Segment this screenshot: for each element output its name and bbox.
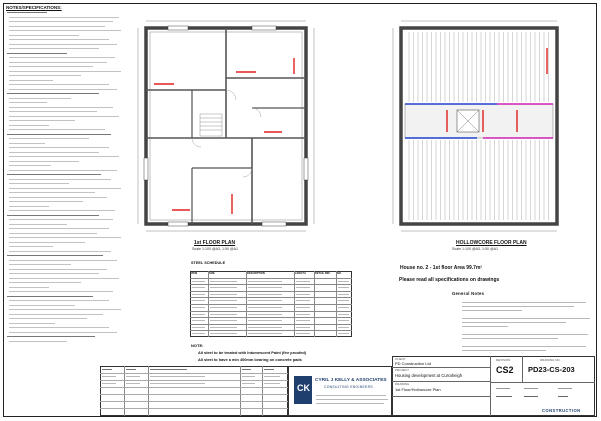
- revision-cell-text: [102, 376, 116, 377]
- notes-text-line: [9, 183, 69, 184]
- notes-text-line: [9, 143, 45, 144]
- steel-cell-text: [248, 294, 282, 295]
- notes-text-line: [9, 66, 93, 67]
- company-address-line: [316, 399, 388, 400]
- notes-text-line: [9, 170, 117, 171]
- steel-schedule: [190, 262, 380, 340]
- steel-schedule-title: STEEL SCHEDULE: [191, 261, 226, 265]
- revision-table: [100, 366, 288, 416]
- revision-cell-text: [150, 383, 205, 384]
- steel-col-rule: [294, 271, 295, 337]
- revision-row-rule: [100, 408, 288, 409]
- notes-text-line: [9, 125, 49, 126]
- revision-row-rule: [100, 387, 288, 388]
- steel-row-rule: [190, 297, 352, 298]
- notes-text-line: [9, 21, 113, 22]
- notes-text-line: [9, 179, 111, 180]
- house-info: House no. 2 - 1st floor Area 99.7m²: [400, 265, 483, 271]
- steel-header-cell: DETAIL REF: [315, 271, 331, 275]
- title-block-field: [558, 396, 568, 397]
- steel-cell-text: [210, 327, 237, 328]
- steel-cell-text: [248, 300, 282, 301]
- revision-cell-text: [264, 383, 280, 384]
- steel-cell-text: [248, 320, 282, 321]
- notes-text-line: [9, 305, 75, 306]
- revision-cell-text: [242, 383, 255, 384]
- steel-header-cell: NO.: [337, 271, 342, 275]
- steel-cell-text: [192, 281, 205, 282]
- steel-row-rule: [190, 311, 352, 312]
- notes-text-line: [9, 71, 121, 72]
- company-logo-mark: CK: [297, 383, 310, 393]
- notes-text-line: [9, 318, 87, 319]
- steel-header-cell: LENGTH: [295, 271, 306, 275]
- hollowcore-floor-plan: [387, 18, 573, 236]
- project-value: Housing development at Curraheigh: [395, 373, 463, 378]
- notes-text-line: [9, 233, 97, 234]
- notes-text-line: [9, 147, 109, 148]
- steel-cell-text: [296, 294, 310, 295]
- title-block-field: [524, 396, 538, 397]
- steel-cell-text: [338, 294, 349, 295]
- revision-row-rule: [100, 401, 288, 402]
- steel-cell-text: [296, 300, 310, 301]
- drawing-label: DRAWING: [395, 382, 410, 386]
- steel-col-rule: [314, 271, 315, 337]
- first-floor-plan: [132, 18, 322, 236]
- revision-label: REVISION: [496, 358, 511, 362]
- steel-cell-text: [296, 333, 310, 334]
- revision-header-text: [126, 369, 136, 370]
- notes-text-line: [9, 291, 113, 292]
- steel-cell-text: [338, 307, 349, 308]
- steel-cell-text: [210, 320, 237, 321]
- steel-cell-text: [192, 300, 205, 301]
- company-name: CYRIL J KELLY & ASSOCIATES: [315, 378, 387, 383]
- title-rule-3: [392, 396, 490, 397]
- steel-cell-text: [192, 314, 205, 315]
- notes-text-line: [7, 93, 99, 94]
- steel-note-1: All steel to be treated with Intumescent Paint (fire proofed): [198, 350, 307, 355]
- company-sub: CONSULTING ENGINEERS: [324, 385, 373, 389]
- notes-text-line: [9, 251, 111, 252]
- notes-text-line: [9, 44, 117, 45]
- steel-cell-text: [210, 300, 237, 301]
- steel-row-rule: [190, 330, 352, 331]
- notes-text-line: [9, 26, 105, 27]
- notes-text-line: [9, 57, 115, 58]
- notes-text-line: [7, 296, 93, 297]
- title-rule-5: [522, 356, 523, 382]
- steel-cell-text: [192, 287, 205, 288]
- notes-text-line: [9, 332, 117, 333]
- steel-cell-text: [192, 320, 205, 321]
- notes-text-line: [9, 107, 113, 108]
- client-value: PD Construction Ltd: [395, 361, 431, 366]
- steel-cell-text: [296, 314, 310, 315]
- steel-header-cell: DESCRIPTION: [247, 271, 265, 275]
- notes-text-line: [9, 39, 109, 40]
- steel-row-rule: [190, 324, 352, 325]
- project-label: PROJECT: [395, 368, 410, 372]
- notes-text-line: [7, 336, 95, 337]
- steel-cell-text: [248, 287, 282, 288]
- notes-text-line: [9, 282, 81, 283]
- notes-text-line: [9, 62, 107, 63]
- title-rule-4: [490, 382, 595, 383]
- notes-text-line: [9, 89, 117, 90]
- general-notes-title: General Notes: [452, 291, 485, 296]
- notes-text-line: [9, 237, 121, 238]
- notes-text-line: [7, 53, 67, 54]
- steel-note-2: All steel to have a min 400mm bearing on concrete pads: [198, 357, 302, 362]
- steel-cell-text: [338, 333, 349, 334]
- notes-text-line: [9, 309, 121, 310]
- steel-col-rule: [336, 271, 337, 337]
- general-note-line: [462, 306, 574, 307]
- notes-text-line: [9, 219, 113, 220]
- notes-text-line: [7, 255, 103, 256]
- notes-text-line: [7, 12, 47, 13]
- steel-cell-text: [248, 327, 282, 328]
- revision-header-text: [150, 369, 187, 370]
- steel-cell-text: [210, 294, 237, 295]
- company-block: [288, 366, 392, 416]
- notes-heading: NOTES/SPECIFICATIONS:: [6, 5, 62, 10]
- notes-text-line: [9, 228, 109, 229]
- revision-row-rule: [100, 380, 288, 381]
- notes-text-line: [9, 30, 121, 31]
- revision-cell-text: [126, 376, 140, 377]
- steel-cell-text: [192, 327, 205, 328]
- steel-row-rule: [190, 291, 352, 292]
- steel-cell-text: [248, 333, 282, 334]
- notes-text-line: [9, 111, 97, 112]
- revision-cell-text: [264, 376, 280, 377]
- steel-cell-text: [210, 281, 237, 282]
- steel-cell-text: [296, 281, 310, 282]
- general-note-line: [462, 322, 566, 323]
- notes-text-line: [9, 246, 53, 247]
- steel-cell-text: [248, 307, 282, 308]
- notes-text-line: [9, 278, 119, 279]
- steel-header-cell: SIZE: [209, 271, 215, 275]
- notes-text-line: [9, 206, 49, 207]
- notes-text-line: [9, 120, 75, 121]
- drawing-no-value: PD23-CS-203: [528, 365, 575, 374]
- title-block: [392, 356, 595, 416]
- revision-value: CS2: [496, 365, 514, 375]
- company-address-line: [316, 395, 386, 396]
- general-note-line: [462, 338, 558, 339]
- notes-text-line: [7, 174, 101, 175]
- client-label: CLIENT: [395, 357, 406, 361]
- revision-header-text: [102, 369, 112, 370]
- notes-text-line: [9, 17, 119, 18]
- general-note-line: [462, 318, 590, 319]
- steel-cell-text: [338, 327, 349, 328]
- revision-cell-text: [126, 383, 140, 384]
- steel-header-cell: ITEM: [191, 271, 198, 275]
- notes-text-line: [9, 269, 107, 270]
- notes-text-line: [9, 314, 103, 315]
- revision-cell-text: [102, 383, 116, 384]
- notes-text-line: [9, 242, 85, 243]
- general-note-line: [462, 350, 546, 351]
- revision-header-text: [264, 369, 274, 370]
- steel-row-rule: [190, 317, 352, 318]
- hollowcore-plan-scale: Scale 1:100 @A3, 1:50 @A1: [452, 247, 499, 251]
- revision-row-rule: [100, 373, 288, 374]
- general-note-line: [462, 346, 586, 347]
- company-footer: CONSTRUCTION: [542, 408, 581, 413]
- steel-cell-text: [192, 294, 205, 295]
- notes-text-line: [9, 341, 67, 342]
- steel-cell-text: [296, 307, 310, 308]
- revision-header-text: [242, 369, 251, 370]
- revision-cell-text: [242, 376, 255, 377]
- notes-text-line: [9, 75, 81, 76]
- steel-cell-text: [338, 281, 349, 282]
- notes-text-line: [9, 98, 71, 99]
- title-block-field: [524, 388, 538, 389]
- notes-text-line: [9, 260, 117, 261]
- notes-text-line: [9, 273, 99, 274]
- steel-cell-text: [338, 287, 349, 288]
- notes-text-line: [9, 129, 105, 130]
- first-floor-plan-scale: Scale 1:100 @A3, 1:50 @A1: [192, 247, 239, 251]
- notes-text-line: [9, 327, 109, 328]
- steel-cell-text: [296, 287, 310, 288]
- steel-cell-text: [210, 287, 237, 288]
- first-floor-plan-title: 1st FLOOR PLAN: [194, 240, 236, 246]
- notes-text-line: [9, 210, 115, 211]
- notes-text-line: [9, 188, 121, 189]
- steel-cell-text: [248, 314, 282, 315]
- steel-row-rule: [190, 284, 352, 285]
- steel-row-rule: [190, 304, 352, 305]
- notes-text-line: [9, 35, 79, 36]
- general-note-line: [462, 302, 586, 303]
- notes-text-line: [7, 215, 99, 216]
- title-block-field: [496, 388, 510, 389]
- steel-cell-text: [248, 281, 282, 282]
- steel-cell-text: [338, 300, 349, 301]
- notes-text-line: [9, 116, 119, 117]
- steel-cell-text: [338, 314, 349, 315]
- notes-text-line: [9, 161, 79, 162]
- general-note-line: [462, 334, 588, 335]
- notes-text-line: [9, 197, 107, 198]
- steel-cell-text: [296, 320, 310, 321]
- notes-text-line: [9, 300, 109, 301]
- company-address-line: [316, 403, 384, 404]
- steel-cell-text: [296, 327, 310, 328]
- notes-text-line: [9, 201, 83, 202]
- steel-cell-text: [210, 307, 237, 308]
- notes-text-line: [9, 323, 55, 324]
- steel-notes-title: NOTE:: [191, 343, 204, 348]
- steel-cell-text: [192, 333, 205, 334]
- notes-text-line: [9, 102, 47, 103]
- notes-column: [5, 5, 125, 345]
- notes-text-line: [9, 152, 99, 153]
- notes-text-line: [9, 84, 109, 85]
- steel-cell-text: [338, 320, 349, 321]
- revision-row-rule: [100, 394, 288, 395]
- steel-cell-text: [210, 314, 237, 315]
- notes-text-line: [9, 165, 51, 166]
- notes-text-line: [9, 80, 53, 81]
- notes-text-line: [9, 156, 119, 157]
- hollowcore-plan-title: HOLLOWCORE FLOOR PLAN: [456, 240, 527, 246]
- title-block-field: [558, 388, 572, 389]
- steel-col-rule: [246, 271, 247, 337]
- general-note-line: [462, 326, 508, 327]
- notes-text-line: [7, 134, 111, 135]
- steel-row-rule: [190, 278, 352, 279]
- spec-note: Please read all specifications on drawings: [399, 277, 500, 283]
- title-block-divider: [490, 356, 491, 416]
- steel-col-rule: [208, 271, 209, 337]
- drawing-no-label: DRAWING NO.: [540, 358, 561, 362]
- notes-text-line: [9, 48, 99, 49]
- steel-cell-text: [210, 333, 237, 334]
- general-note-line: [462, 310, 522, 311]
- notes-text-line: [9, 224, 67, 225]
- steel-cell-text: [192, 307, 205, 308]
- notes-text-line: [9, 264, 71, 265]
- notes-text-line: [9, 287, 49, 288]
- notes-text-line: [9, 138, 89, 139]
- revision-cell-text: [150, 376, 205, 377]
- notes-text-line: [9, 192, 95, 193]
- drawing-value: 1st Floor/Hollowcore Plan: [395, 387, 441, 392]
- title-block-field: [496, 396, 512, 397]
- general-notes: [452, 292, 594, 356]
